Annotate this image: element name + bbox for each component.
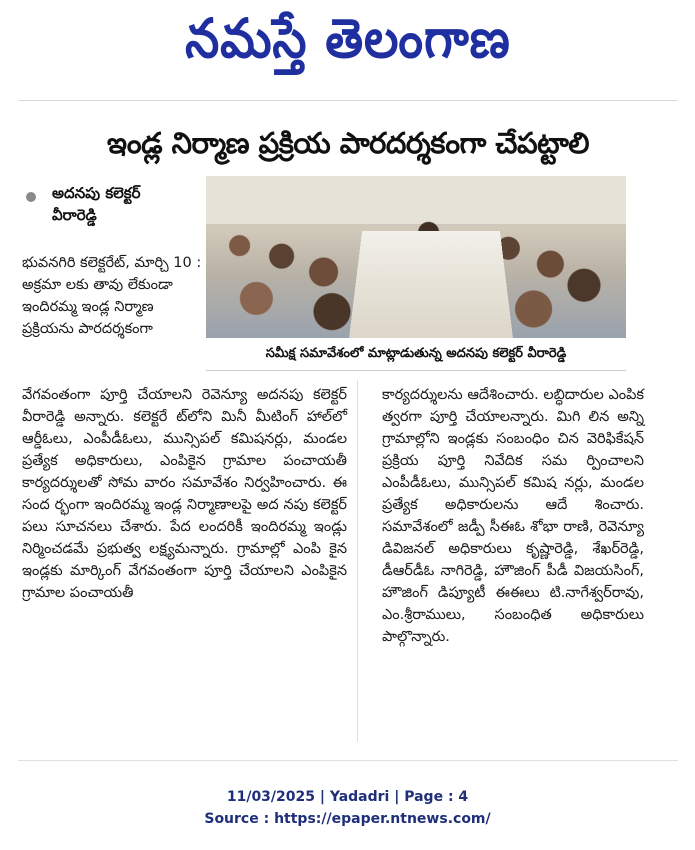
article-intro: భువనగిరి కలెక్టరేట్, మార్చి 10 : అక్రమా లకు తావు లేకుండా ఇందిరమ్మ ఇండ్ల నిర్మాణ ప్రక్రియను పారదర్శకంగా bbox=[22, 255, 202, 337]
photo-conference-table bbox=[349, 231, 513, 338]
footer-source-link[interactable]: Source : https://epaper.ntnews.com/ bbox=[204, 811, 491, 827]
column-divider bbox=[357, 380, 358, 742]
article-right-column bbox=[382, 384, 644, 648]
footer-date-edition: 11/03/2025 | Yadadri | Page : 4 bbox=[226, 789, 469, 805]
photo-caption: సమీక్ష సమావేశంలో మాట్లాడుతున్న అదనపు కలెక్టర్ వీరారెడ్డి bbox=[206, 340, 626, 371]
article-intro-column bbox=[22, 252, 202, 340]
byline-line-1: అదనపు కలెక్టర్ bbox=[52, 184, 141, 202]
meeting-photo bbox=[206, 176, 626, 338]
divider bbox=[18, 760, 678, 761]
article-body-right: కార్యదర్శులను ఆదేశించారు. లబ్ధిదారుల ఎంపిక త్వరగా పూర్తి చేయాలన్నారు. మిగి లిన అన్ని గ్రామాల్లోని ఇండ్లకు సంబంధిం చిన వెరిఫికేషన్ ప్రక్రియ పూర్తి నివేదిక సమ ర్పించాలని ఎంపీడీఓలు, మున్సిపల్ కమిష నర్లు, మండల ప్రత్యేక అధికారులను ఆదే శించారు. సమావేశంలో జడ్పీ సీఈఓ శోభా రాణి, రెవెన్యూ డివిజనల్ అధికారులు కృష్ణారెడ్డి, శేఖర్‌రెడ్డి, డీఆర్‌డీఓ నాగిరెడ్డి, హౌజింగ్ పీడీ విజయసింగ్, హౌజింగ్ డిప్యూటీ ఈఈలు టి.నాగేశ్వర్‌రావు, ఎం.శ్రీరాములు, సంబంధిత అధికారులు పాల్గొన్నారు. bbox=[382, 387, 644, 645]
bullet-icon bbox=[26, 192, 36, 202]
masthead-title: నమస్తే తెలంగాణ bbox=[184, 6, 511, 70]
article-headline: ఇండ్ల నిర్మాణ ప్రక్రియ పారదర్శకంగా చేపట్టాలి bbox=[106, 126, 590, 160]
newspaper-masthead bbox=[0, 0, 695, 90]
article-left-column bbox=[22, 384, 347, 604]
article-body-left: వేగవంతంగా పూర్తి చేయాలని రెవెన్యూ అదనపు కలెక్టర్ వీరారెడ్డి అన్నారు. కలెక్టరే ట్‌లోని మినీ మీటింగ్ హాల్‌లో ఆర్డీఓలు, ఎంపీడీఓలు, మున్సిపల్ కమిషనర్లు, మండల ప్రత్యేక అధికారులు, ఎంపికైన గ్రామాల పంచాయతీ కార్యదర్శులతో సోమ వారం సమావేశం నిర్వహించారు. ఈ సంద ర్భంగా ఇందిరమ్మ ఇండ్ల నిర్మాణాలపై అద నపు కలెక్టర్ పలు సూచనలు చేశారు. పేద లందరికీ ఇందిరమ్మ ఇండ్లు నిర్మించడమే ప్రభుత్వ లక్ష్యమన్నారు. గ్రామాల్లో ఎంపి కైన ఇండ్లకు మార్కింగ్ వేగవంతంగా పూర్తి చేయాలని ఎంపికైన గ్రామాల పంచాయతీ bbox=[22, 387, 347, 601]
divider bbox=[18, 100, 678, 101]
source-footer bbox=[0, 786, 695, 830]
byline-line-2: వీరారెడ్డి bbox=[52, 206, 97, 224]
